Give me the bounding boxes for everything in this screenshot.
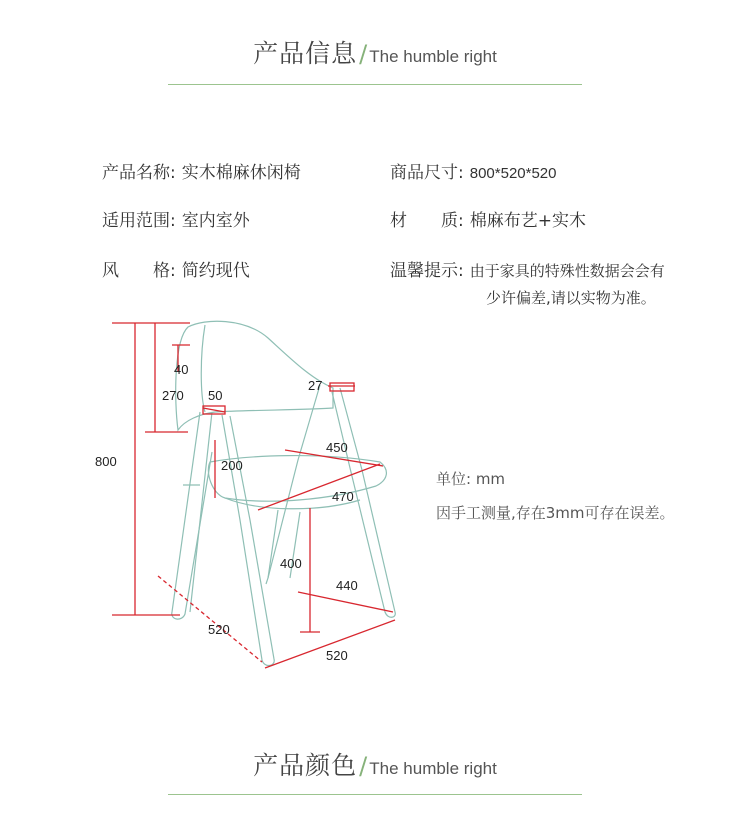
spec-value: 800*520*520 — [469, 165, 557, 182]
footer-divider — [168, 794, 582, 795]
section-title: 产品信息 — [253, 39, 358, 68]
dim-back-top: 40 — [174, 362, 189, 377]
section-subtitle: The humble right — [369, 759, 497, 778]
error-note: 因手工测量,存在3mm可存在误差。 — [436, 504, 675, 522]
section-subtitle: The humble right — [369, 47, 497, 66]
spec-label: 适用范围: — [102, 211, 176, 231]
spec-label: 风 格: — [102, 261, 176, 281]
dim-base-width: 520 — [326, 648, 348, 663]
dim-leg-width: 440 — [336, 578, 358, 593]
dim-seat-depth: 200 — [221, 458, 243, 473]
spec-value: 室内室外 — [181, 211, 250, 231]
section-header-product-color — [0, 746, 750, 782]
chair-outline — [172, 321, 396, 665]
spec-label: 温馨提示: — [390, 261, 464, 281]
spec-value: 由于家具的特殊性数据会会有 — [469, 262, 665, 280]
dim-seat-width-front: 470 — [332, 489, 354, 504]
dim-back-height: 270 — [162, 388, 184, 403]
dim-seat-height: 400 — [280, 556, 302, 571]
spec-value: 简约现代 — [181, 261, 250, 281]
dim-height-total: 800 — [95, 454, 117, 469]
title-slash: / — [359, 40, 368, 68]
spec-label: 商品尺寸: — [390, 163, 464, 183]
dim-arm-top: 27 — [308, 378, 323, 393]
dim-base-depth: 520 — [208, 622, 230, 637]
unit-label: 单位: mm — [436, 470, 506, 488]
spec-label: 产品名称: — [102, 163, 176, 183]
spec-value: 实木棉麻休闲椅 — [181, 163, 301, 183]
section-title: 产品颜色 — [253, 751, 358, 780]
spec-value: 棉麻布艺+实木 — [469, 211, 586, 231]
title-slash: / — [359, 752, 368, 780]
spec-label: 材 质: — [390, 211, 464, 231]
spec-tip-line2: 少许偏差,请以实物为准。 — [486, 289, 656, 307]
dim-arm-width: 50 — [208, 388, 223, 403]
dim-seat-width-back: 450 — [326, 440, 348, 455]
